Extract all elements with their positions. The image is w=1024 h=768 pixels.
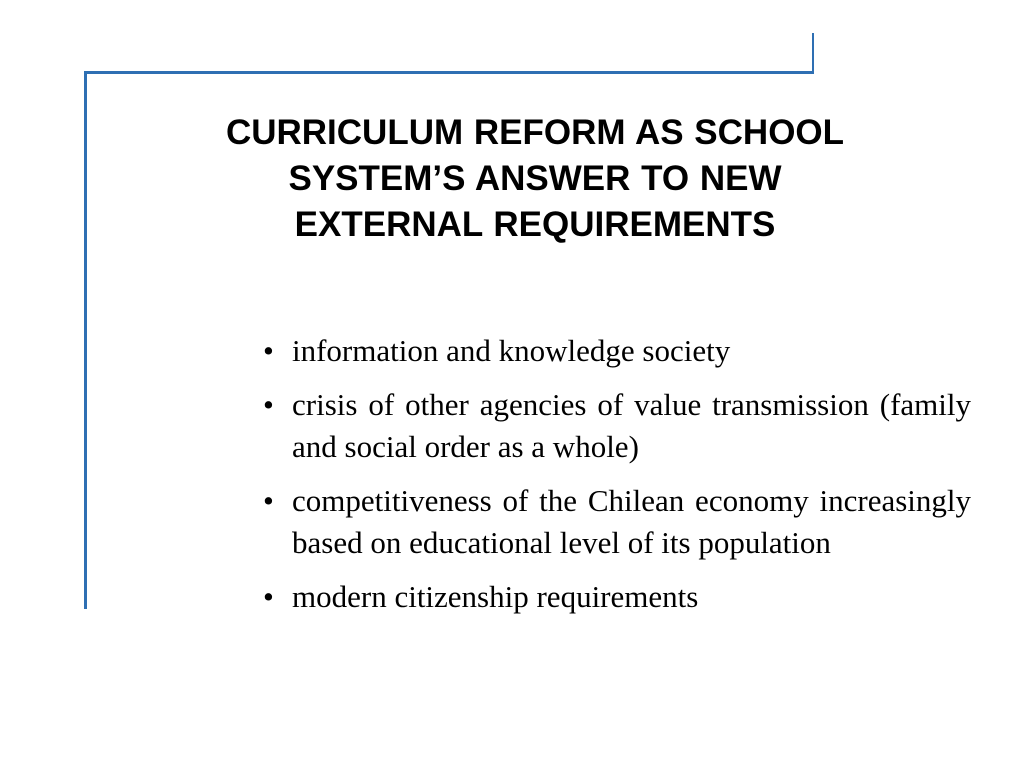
frame-left-line bbox=[84, 71, 87, 609]
bullet-dot-icon: • bbox=[263, 333, 274, 368]
bullet-dot-icon: • bbox=[263, 483, 274, 518]
bullet-item-information-society bbox=[263, 330, 971, 372]
bullet-text: information and knowledge society bbox=[292, 333, 731, 368]
slide-title-line-3: EXTERNAL REQUIREMENTS bbox=[294, 205, 776, 244]
slide-title-line-1: CURRICULUM REFORM AS SCHOOL bbox=[225, 113, 845, 152]
bullet-text: modern citizenship requirements bbox=[292, 579, 699, 614]
frame-right-tick bbox=[812, 33, 814, 74]
bullet-item-value-transmission-crisis bbox=[263, 384, 971, 468]
bullet-item-economic-competitiveness bbox=[263, 480, 971, 564]
bullet-dot-icon: • bbox=[263, 579, 274, 614]
slide-title-line-2: SYSTEM’S ANSWER TO NEW bbox=[288, 159, 782, 198]
slide-title bbox=[100, 110, 970, 248]
bullet-list bbox=[263, 330, 971, 630]
bullet-dot-icon: • bbox=[263, 387, 274, 422]
bullet-text: competitiveness of the Chilean economy increasingly based on educational level of its population bbox=[292, 483, 971, 560]
bullet-item-citizenship-requirements bbox=[263, 576, 971, 618]
bullet-text: crisis of other agencies of value transmission (family and social order as a whole) bbox=[292, 387, 971, 464]
frame-top-line bbox=[86, 71, 814, 74]
